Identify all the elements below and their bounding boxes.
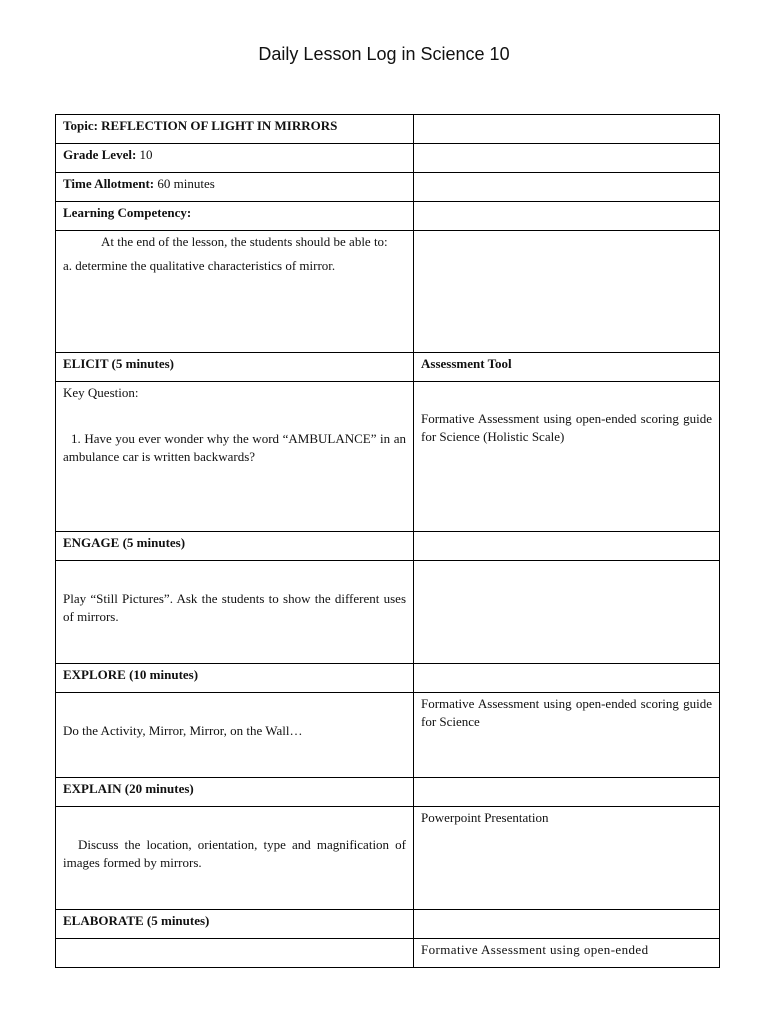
time-value: 60 minutes	[157, 176, 215, 191]
elaborate-assessment-cell	[414, 939, 720, 968]
empty-cell	[56, 939, 414, 968]
explore-assessment-cell	[414, 693, 720, 778]
lesson-log-table	[55, 114, 720, 968]
competency-label: Learning Competency:	[63, 205, 192, 220]
explain-cell	[56, 807, 414, 910]
grade-cell	[56, 144, 414, 173]
explore-assessment: Formative Assessment using open-ended scoring guide for Science	[421, 696, 712, 729]
elaborate-heading-cell	[56, 910, 414, 939]
table-row	[56, 778, 720, 807]
empty-cell	[414, 664, 720, 693]
explain-heading-cell	[56, 778, 414, 807]
explain-heading: EXPLAIN (20 minutes)	[63, 781, 194, 796]
table-row	[56, 115, 720, 144]
explore-heading-cell	[56, 664, 414, 693]
table-row	[56, 231, 720, 353]
topic-cell	[56, 115, 414, 144]
table-row	[56, 353, 720, 382]
competency-cell	[56, 231, 414, 353]
elaborate-heading: ELABORATE (5 minutes)	[63, 913, 210, 928]
empty-cell	[414, 231, 720, 353]
table-row	[56, 382, 720, 532]
grade-value: 10	[139, 147, 153, 162]
table-row	[56, 202, 720, 231]
elaborate-assessment: Formative Assessment using open-ended	[421, 942, 649, 957]
empty-cell	[414, 561, 720, 664]
key-question: 1. Have you ever wonder why the word “AMBULANCE” in an ambulance car is written backwards?	[63, 431, 406, 464]
explain-assessment-cell	[414, 807, 720, 910]
explain-text: Discuss the location, orientation, type and magnification of images formed by mirrors.	[63, 837, 406, 870]
empty-cell	[414, 115, 720, 144]
explore-text: Do the Activity, Mirror, Mirror, on the Wall…	[63, 723, 303, 738]
table-row	[56, 532, 720, 561]
engage-heading: ENGAGE (5 minutes)	[63, 535, 186, 550]
elicit-heading: ELICIT (5 minutes)	[63, 356, 175, 371]
competency-intro: At the end of the lesson, the students should be able to:	[101, 234, 388, 249]
explore-cell	[56, 693, 414, 778]
time-cell	[56, 173, 414, 202]
elicit-assessment: Formative Assessment using open-ended scoring guide for Science (Holistic Scale)	[421, 411, 712, 444]
competency-item-a: a. determine the qualitative characteristics of mirror.	[63, 258, 336, 273]
engage-text: Play “Still Pictures”. Ask the students to show the different uses of mirrors.	[63, 591, 406, 624]
table-row	[56, 173, 720, 202]
empty-cell	[414, 144, 720, 173]
table-row	[56, 693, 720, 778]
empty-cell	[414, 202, 720, 231]
document-title: Daily Lesson Log in Science 10	[258, 44, 510, 64]
assessment-tool-heading: Assessment Tool	[421, 356, 512, 371]
competency-label-cell	[56, 202, 414, 231]
explore-heading: EXPLORE (10 minutes)	[63, 667, 199, 682]
empty-cell	[414, 173, 720, 202]
elicit-assessment-cell	[414, 382, 720, 532]
table-row	[56, 807, 720, 910]
assessment-tool-heading-cell	[414, 353, 720, 382]
table-row	[56, 939, 720, 968]
grade-label: Grade Level:	[63, 147, 137, 162]
explain-assessment: Powerpoint Presentation	[421, 810, 549, 825]
engage-heading-cell	[56, 532, 414, 561]
table-row	[56, 561, 720, 664]
table-row	[56, 664, 720, 693]
empty-cell	[414, 910, 720, 939]
table-row	[56, 910, 720, 939]
time-label: Time Allotment:	[63, 176, 155, 191]
elicit-heading-cell	[56, 353, 414, 382]
elicit-cell	[56, 382, 414, 532]
empty-cell	[414, 532, 720, 561]
topic-label: Topic:	[63, 118, 98, 133]
table-row	[56, 144, 720, 173]
empty-cell	[414, 778, 720, 807]
topic-value: REFLECTION OF LIGHT IN MIRRORS	[101, 118, 338, 133]
key-question-label: Key Question:	[63, 385, 139, 400]
engage-cell	[56, 561, 414, 664]
